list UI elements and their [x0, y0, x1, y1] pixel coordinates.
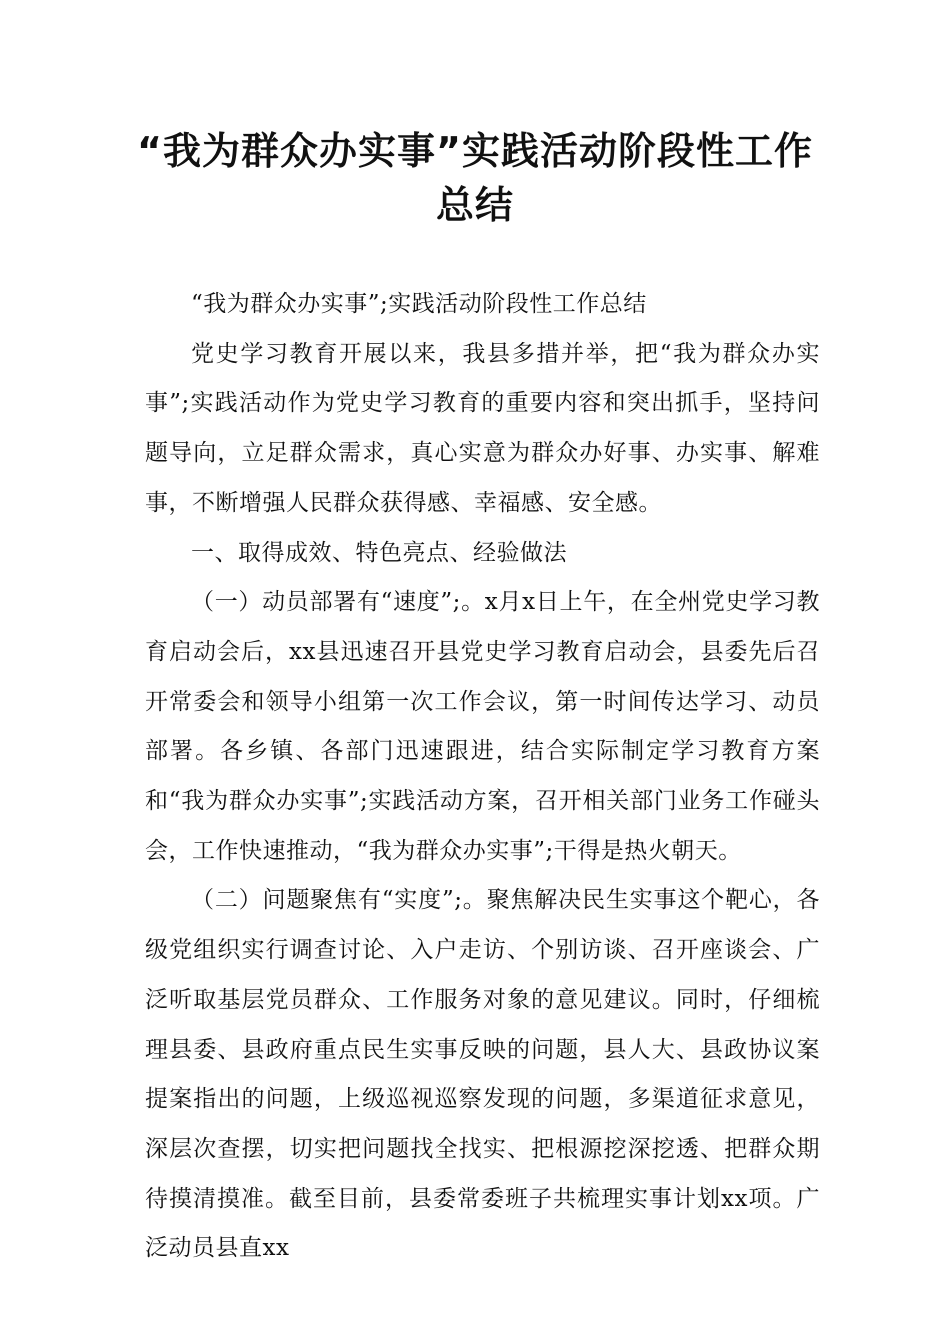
document-body — [145, 280, 820, 1274]
body-paragraph: （二）问题聚焦有“实度”;。聚焦解决民生实事这个靶心，各级党组织实行调查讨论、入户走访、个别访谈、召开座谈会、广泛听取基层党员群众、工作服务对象的意见建议。同时，仔细梳理县委、县政府重点民生实事反映的问题，县人大、县政协议案提案指出的问题，上级巡视巡察发现的问题，多渠道征求意见，深层次查摆，切实把问题找全找实、把根源挖深挖透、把群众期待摸清摸准。截至目前，县委常委班子共梳理实事计划xx项。广泛动员县直xx — [145, 887, 820, 1262]
body-paragraph: （一）动员部署有“速度”;。x月x日上午，在全州党史学习教育启动会后，xx县迅速召开县党史学习教育启动会，县委先后召开常委会和领导小组第一次工作会议，第一时间传达学习、动员部署。各乡镇、各部门迅速跟进，结合实际制定学习教育方案和“我为群众办实事”;实践活动方案，召开相关部门业务工作碰头会，工作快速推动，“我为群众办实事”;干得是热火朝天。 — [145, 589, 820, 864]
section-heading: 一、取得成效、特色亮点、经验做法 — [191, 539, 567, 566]
intro-paragraph: 党史学习教育开展以来，我县多措并举，把“我为群众办实事”;实践活动作为党史学习教育的重要内容和突出抓手，坚持问题导向，立足群众需求，真心实意为群众办好事、办实事、解难事，不断增强人民群众获得感、幸福感、安全感。 — [145, 340, 820, 516]
subtitle-paragraph: “我为群众办实事”;实践活动阶段性工作总结 — [191, 291, 647, 317]
document-title: “我为群众办实事”实践活动阶段性工作总结 — [137, 129, 813, 227]
